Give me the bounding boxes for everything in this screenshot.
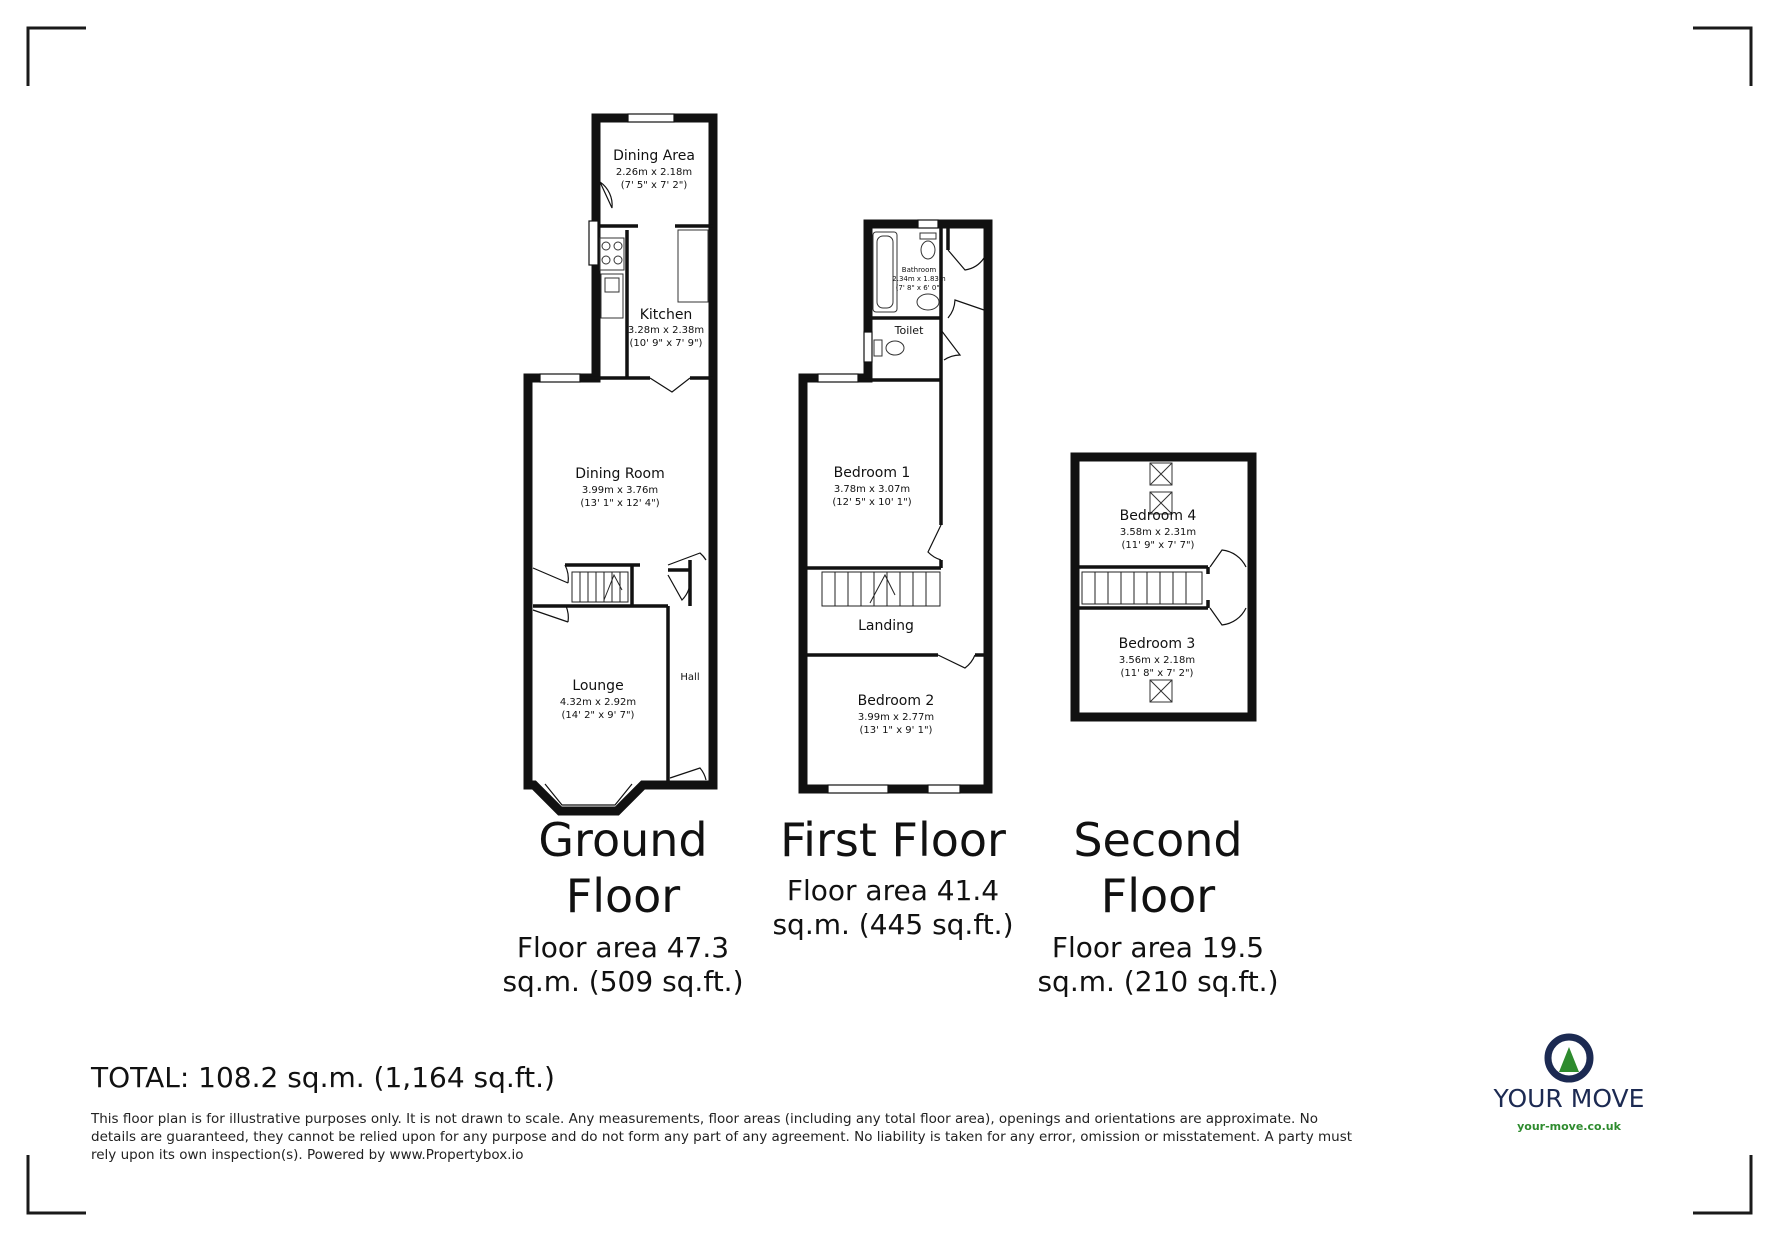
- room-size-bathroom: 2.34m x 1.83m: [892, 275, 946, 283]
- crop-mark-top-left: [28, 28, 86, 86]
- bay-window: [545, 784, 632, 805]
- room-size-bedroom-1: 3.78m x 3.07m: [833, 484, 911, 495]
- room-name-hall: Hall: [680, 672, 700, 683]
- first-floor-area: sq.m. (445 sq.ft.): [772, 908, 1014, 941]
- room-name-bedroom-4: Bedroom 4: [1119, 508, 1197, 524]
- room-name-bedroom-1: Bedroom 1: [833, 465, 911, 481]
- floor-captions: [502, 813, 1278, 998]
- door: [533, 606, 568, 622]
- disclaimer-line: This floor plan is for illustrative purposes only. It is not drawn to scale. Any measurements, floor areas (including any total floor area), openings and orientations are approximate. No: [91, 1111, 1318, 1127]
- window: [928, 785, 960, 793]
- room-name-lounge: Lounge: [572, 678, 624, 694]
- door: [938, 655, 975, 668]
- room-size-bedroom-4: 3.58m x 2.31m: [1119, 527, 1197, 538]
- second-floor-title: Second: [1073, 813, 1243, 867]
- disclaimer: [90, 1111, 1352, 1163]
- room-name-landing: Landing: [858, 618, 914, 634]
- logo-triangle-icon: [1559, 1047, 1579, 1072]
- room-name-kitchen: Kitchen: [639, 307, 693, 323]
- second-floor-title: Floor: [1100, 869, 1216, 923]
- ground-floor-area: sq.m. (509 sq.ft.): [502, 965, 744, 998]
- skylights: [1150, 463, 1172, 702]
- door: [948, 250, 984, 270]
- kitchen-units: [600, 230, 708, 318]
- room-name-bathroom: Bathroom: [901, 266, 937, 274]
- window: [828, 785, 888, 793]
- room-size-imperial-kitchen: (10' 9" x 7' 9"): [629, 338, 703, 349]
- ground-floor-title: Ground: [538, 813, 708, 867]
- door: [668, 575, 690, 600]
- total-area: TOTAL: 108.2 sq.m. (1,164 sq.ft.): [91, 1061, 555, 1094]
- ground-floor-plan: [528, 114, 713, 811]
- room-name-toilet: Toilet: [894, 324, 924, 337]
- window: [918, 220, 938, 228]
- door: [1210, 550, 1246, 567]
- brand-name: YOUR MOVE: [1493, 1084, 1645, 1113]
- second-floor-plan: [1075, 457, 1252, 717]
- window: [864, 332, 872, 362]
- room-name-dining-room: Dining Room: [575, 466, 665, 482]
- room-name-bedroom-3: Bedroom 3: [1118, 636, 1196, 652]
- first-floor-stairs: [822, 572, 940, 606]
- first-floor-title: First Floor: [780, 813, 1006, 867]
- bathroom-fittings: [873, 232, 939, 356]
- room-size-kitchen: 3.28m x 2.38m: [627, 325, 705, 336]
- second-floor-area: sq.m. (210 sq.ft.): [1037, 965, 1279, 998]
- room-size-imperial-bedroom-4: (11' 9" x 7' 7"): [1121, 540, 1195, 551]
- door: [941, 330, 960, 360]
- crop-mark-bottom-right: [1693, 1155, 1751, 1213]
- room-size-dining-area: 2.26m x 2.18m: [615, 167, 693, 178]
- room-size-bedroom-3: 3.56m x 2.18m: [1118, 655, 1196, 666]
- room-size-dining-room: 3.99m x 3.76m: [581, 485, 659, 496]
- room-name-dining-area: Dining Area: [613, 148, 695, 164]
- room-size-imperial-dining-room: (13' 1" x 12' 4"): [580, 498, 660, 509]
- room-size-imperial-bedroom-3: (11' 8" x 7' 2"): [1120, 668, 1194, 679]
- door: [533, 565, 568, 583]
- ground-floor-area: Floor area 47.3: [516, 931, 730, 964]
- window: [589, 221, 598, 265]
- first-floor-plan: [803, 220, 988, 793]
- second-floor-area: Floor area 19.5: [1051, 931, 1265, 964]
- room-size-imperial-lounge: (14' 2" x 9' 7"): [561, 710, 635, 721]
- room-size-imperial-dining-area: (7' 5" x 7' 2"): [620, 180, 688, 191]
- door: [928, 525, 941, 560]
- door: [1210, 608, 1246, 625]
- room-size-imperial-bedroom-1: (12' 5" x 10' 1"): [832, 497, 912, 508]
- window: [628, 114, 674, 122]
- ground-floor-title: Floor: [565, 869, 681, 923]
- window: [540, 374, 580, 382]
- door: [650, 378, 690, 392]
- your-move-logo: [1493, 1037, 1645, 1133]
- disclaimer-line: rely upon its own inspection(s). Powered by www.Propertybox.io: [91, 1147, 524, 1163]
- disclaimer-line: details are guaranteed, they cannot be relied upon for any purpose and do not form any part of any agreement. No liability is taken for any error, omission or misstatement. A party must: [91, 1129, 1353, 1145]
- brand-url: your-move.co.uk: [1517, 1120, 1621, 1133]
- first-floor-area: Floor area 41.4: [786, 874, 1000, 907]
- door: [948, 300, 984, 318]
- door: [670, 768, 706, 780]
- door: [668, 553, 706, 565]
- room-size-imperial-bathroom: (7' 8" x 6' 0"): [895, 284, 943, 292]
- room-name-bedroom-2: Bedroom 2: [857, 693, 935, 709]
- second-floor-stairs: [1082, 572, 1202, 604]
- crop-mark-bottom-left: [28, 1155, 86, 1213]
- room-size-imperial-bedroom-2: (13' 1" x 9' 1"): [859, 725, 933, 736]
- room-size-bedroom-2: 3.99m x 2.77m: [857, 712, 935, 723]
- window: [818, 374, 858, 382]
- crop-mark-top-right: [1693, 28, 1751, 86]
- room-size-lounge: 4.32m x 2.92m: [559, 697, 637, 708]
- door: [600, 182, 612, 208]
- ground-floor-stairs: [572, 572, 628, 602]
